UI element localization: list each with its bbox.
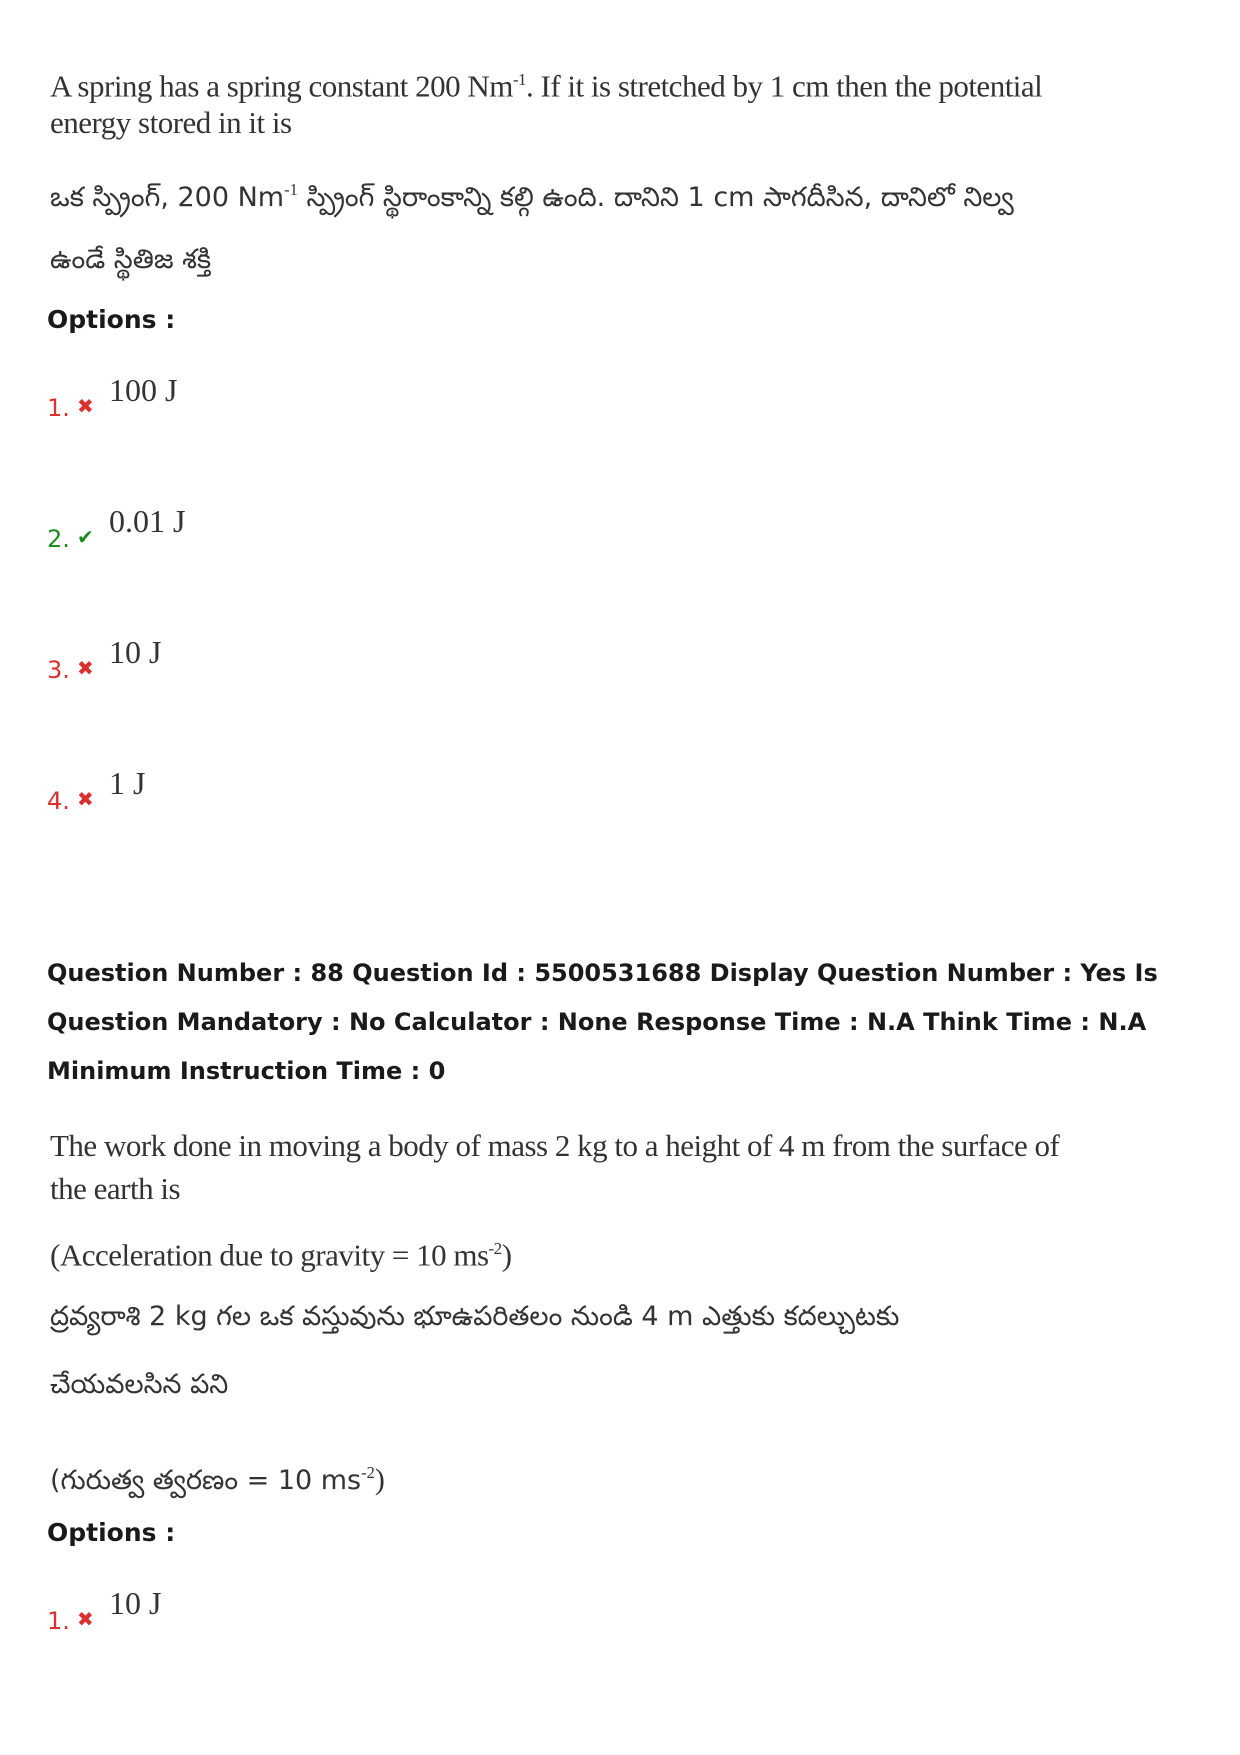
question-88-telugu-line-1: ద్రవ్యరాశి 2 kg గల ఒక వస్తువును భూఉపరితలం నుండి 4 m ఎత్తుకు కదల్చుటకు bbox=[50, 1301, 900, 1332]
wrong-icon: ✖ bbox=[77, 787, 94, 811]
option-number: 4. bbox=[47, 787, 70, 815]
question-87-telugu-line-1: ఒక స్ప్రింగ్, 200 $Nm^{-1}$ స్ప్రింగ్ స్థిరాంకాన్ని కల్గి ఉంది. దానిని 1 cm సాగదీసిన, దానిలో నిల్వ bbox=[50, 180, 1014, 213]
question-88-meta: Question Number : 88 Question Id : 5500531688 Display Question Number : Yes Is Question Mandatory : No Calculator : None Response Time : N.A Think Time : N.A Minimum Instruction Time : 0 bbox=[47, 959, 1158, 1085]
wrong-icon: ✖ bbox=[77, 1607, 94, 1631]
question-88-telugu-line-2: చేయవలసిన పని bbox=[50, 1369, 229, 1400]
option-number: 1. bbox=[47, 1607, 70, 1635]
wrong-icon: ✖ bbox=[77, 656, 94, 680]
options-label: Options : bbox=[47, 1518, 176, 1547]
question-87-english-line-2: energy stored in it is bbox=[50, 105, 292, 140]
option-value: 1 J bbox=[109, 765, 146, 801]
question-88-english-line-1: The work done in moving a body of mass 2 kg to a height of 4 m from the surface of bbox=[50, 1128, 1060, 1163]
question-88-english-line-3: (Acceleration due to gravity = 10 $ms^{-2}$) bbox=[50, 1237, 512, 1273]
option-number: 3. bbox=[47, 656, 70, 684]
options-label: Options : bbox=[47, 305, 176, 334]
option-value: 10 J bbox=[109, 1585, 162, 1621]
question-87-telugu-line-2: ఉండే స్థితిజ శక్తి bbox=[50, 244, 212, 275]
option-value: 10 J bbox=[109, 634, 162, 670]
question-88-english-line-2: the earth is bbox=[50, 1171, 181, 1206]
correct-icon: ✔ bbox=[77, 525, 94, 549]
option-number: 2. bbox=[47, 525, 70, 553]
option-number: 1. bbox=[47, 394, 70, 422]
wrong-icon: ✖ bbox=[77, 394, 94, 418]
question-88-telugu-line-3: (గురుత్వ త్వరణం = 10 $ms^{-2}$) bbox=[50, 1463, 385, 1496]
option-value: 100 J bbox=[109, 372, 178, 408]
option-value: 0.01 J bbox=[109, 503, 186, 539]
question-87-english-line-1: A spring has a spring constant 200 $Nm^{-1}$. If it is stretched by 1 cm then the potential bbox=[50, 68, 1043, 104]
